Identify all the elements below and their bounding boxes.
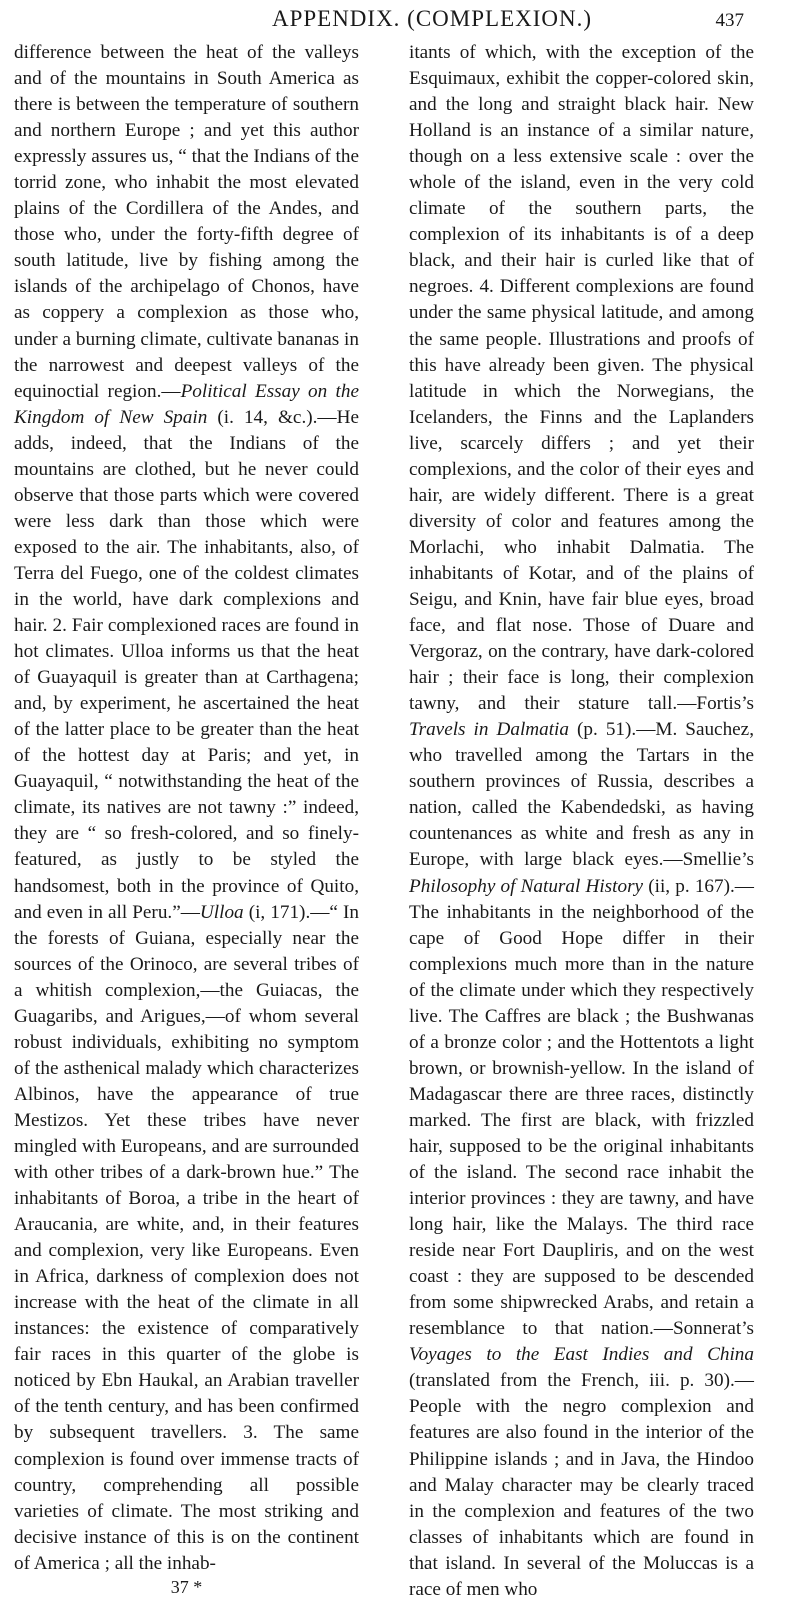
left-column — [14, 40, 359, 1597]
text-segment: difference between the heat of the valleys and of the mountains in South America as there is between the temperature of southern and northern Europe ; and yet this author expressly assures us, “ that the Indians of the torrid zone, who inhabit the most elevated plains of the Cordillera of the Andes, and those who, under the forty-fifth degree of south latitude, live by fishing among the islands of the archipelago of Chonos, have as coppery a complexion as those who, under a burning climate, cultivate bananas in the narrowest and deepest valleys of the equinoctial region.— — [14, 42, 359, 402]
author-citation: Ulloa — [199, 901, 244, 923]
page-header — [0, 6, 800, 36]
right-column-text — [409, 40, 754, 1603]
page-number: 437 — [715, 10, 744, 31]
text-segment: (p. 51).—M. Sauchez, who travelled among the Tartars in the southern provinces of Russia, describes a nation, called the Kabendedski, as having countenances as white and fresh as any in Europe, with large black eyes.—Smellie’s — [409, 719, 754, 871]
book-title: Philosophy of Natural History — [409, 875, 644, 897]
book-title: Political Essay on the Kingdom of New Spain — [14, 380, 359, 428]
text-segment: (i, 171).—“ In the forests of Guiana, especially near the sources of the Orinoco, are several tribes of a whitish complexion,—the Guiacas, the Guagaribs, and Arigues,—of whom several robust individuals, exhibiting no symptom of the asthenical malady which characterizes Albinos, have the appearance of true Mestizos. Yet these tribes have never mingled with Europeans, and are surrounded with other tribes of a dark-brown hue.” The inhabitants of Boroa, a tribe in the heart of Araucania, are white, and, in their features and complexion, very like Europeans. Even in Africa, darkness of complexion does not increase with the heat of the climate in all instances: the existence of comparatively fair races in this quarter of the globe is noticed by Ebn Haukal, an Arabian traveller of the tenth century, and has been confirmed by subsequent travellers. 3. The same complexion is found over immense tracts of country, comprehending all possible varieties of climate. The most striking and decisive instance of this is on the continent of America ; all the inhab- — [14, 901, 359, 1574]
signature-mark: 37 * — [170, 1576, 203, 1597]
text-segment: (ii, p. 167).—The inhabitants in the neighborhood of the cape of Good Hope differ in their complexions much more than in the nature of the climate under which they respectively live. The Caffres are black ; the Bushwanas of a bronze color ; and the Hottentots a light brown, or brownish-yellow. In the island of Madagascar there are three races, distinctly marked. The first are black, with frizzled hair, supposed to be the original inhabitants of the island. The second race inhabit the interior provinces : they are tawny, and have long hair, like the Malays. The third race reside near Fort Daupliris, and on the west coast : they are supposed to be descended from some shipwrecked Arabs, and retain a resemblance to that nation.—Sonnerat’s — [409, 875, 754, 1340]
right-column — [409, 40, 754, 1603]
text-segment: (i. 14, &c.).—He adds, indeed, that the Indians of the mountains are clothed, but he never could observe that those parts which were covered were less dark than those which were exposed to the air. The inhabitants, also, of Terra del Fuego, one of the coldest climates in the world, have dark complexions and hair. 2. Fair complexioned races are found in hot climates. Ulloa informs us that the heat of Guayaquil is greater than at Carthagena; and, by experiment, he ascertained the heat of the latter place to be greater than the heat of the hottest day at Paris; and yet, in Guayaquil, “ notwithstanding the heat of the climate, its natives are not tawny :” indeed, they are “ so fresh-colored, and so finely-featured, as justly to be styled the handsomest, both in the province of Quito, and even in all Peru.”— — [14, 406, 359, 923]
text-segment: itants of which, with the exception of the Esquimaux, exhibit the copper-colored skin, and the long and straight black hair. New Holland is an instance of a similar nature, though on a less extensive scale : over the whole of the island, even in the very cold climate of the southern parts, the complexion of its inhabitants is of a deep black, and their hair is curled like that of negroes. 4. Different complexions are found under the same physical latitude, and among the same people. Illustrations and proofs of this have already been given. The physical latitude in which the Norwegians, the Icelanders, the Finns and the Laplanders live, scarcely differs ; and yet their complexions, and the color of their eyes and hair, are widely different. There is a great diversity of color and features among the Morlachi, who inhabit Dalmatia. The inhabitants of Kotar, and of the plains of Seigu, and Knin, have fair blue eyes, broad face, and flat nose. Those of Duare and Vergoraz, on the contrary, have dark-colored hair ; their face is long, their complexion tawny, and their stature tall.—Fortis’s — [409, 42, 754, 715]
text-segment: (translated from the French, iii. p. 30).—People with the negro complexion and features are also found in the interior of the Philippine islands ; and in Java, the Hindoo and Malay character may be clearly traced in the complexion and features of the two classes of inhabitants which are found in that island. In several of the Moluccas is a race of men who — [409, 1370, 754, 1600]
left-column-text — [14, 40, 359, 1577]
running-head: APPENDIX. (COMPLEXION.) — [271, 6, 593, 31]
book-title: Voyages to the East Indies and China — [409, 1344, 754, 1366]
book-title: Travels in Dalmatia — [409, 719, 569, 741]
